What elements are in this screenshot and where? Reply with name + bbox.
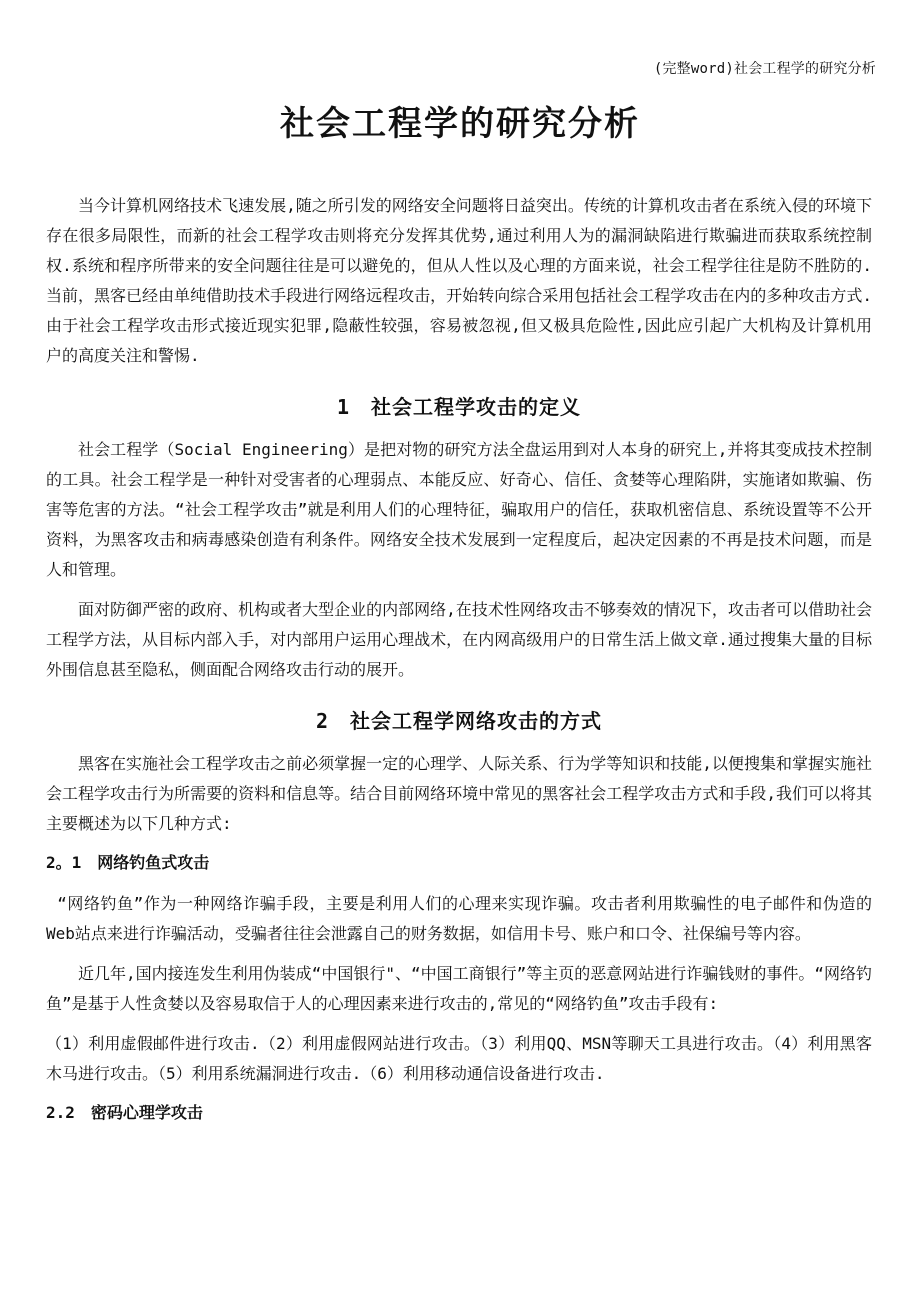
section-2-paragraph-1: 黑客在实施社会工程学攻击之前必须掌握一定的心理学、人际关系、行为学等知识和技能,以便搜集和掌握实施社会工程学攻击行为所需要的资料和信息等。结合目前网络环境中常见的黑客社会工程学攻击方式和手段,我们可以将其主要概述为以下几种方式: [46,754,872,833]
subsection-2-1-paragraph-2: 近几年,国内接连发生利用伪装成“中国银行"、“中国工商银行”等主页的恶意网站进行诈骗钱财的事件。“网络钓鱼”是基于人性贪婪以及容易取信于人的心理因素来进行攻击的,常见的“网络钓鱼”攻击手段有: [46,964,872,1013]
page-title: 社会工程学的研究分析 [280,104,640,144]
subsection-2-1-paragraph-1: “网络钓鱼”作为一种网络诈骗手段，主要是利用人们的心理来实现诈骗。攻击者利用欺骗性的电子邮件和伪造的Web站点来进行诈骗活动，受骗者往往会泄露自己的财务数据，如信用卡号、账户和口令、社保编号等内容。 [46,894,872,943]
section-1-paragraph-1: 社会工程学（Social Engineering）是把对物的研究方法全盘运用到对人本身的研究上,并将其变成技术控制的工具。社会工程学是一种针对受害者的心理弱点、本能反应、好奇心、信任、贪婪等心理陷阱，实施诸如欺骗、伤害等危害的方法。“社会工程学攻击”就是利用人们的心理特征，骗取用户的信任，获取机密信息、系统设置等不公开资料，为黑客攻击和病毒感染创造有利条件。网络安全技术发展到一定程度后，起决定因素的不再是技术问题，而是人和管理。 [46,440,872,579]
document-body [46,191,872,1139]
header-note: (完整word)社会工程学的研究分析 [653,61,876,77]
intro-paragraph: 当今计算机网络技术飞速发展,随之所引发的网络安全问题将日益突出。传统的计算机攻击者在系统入侵的环境下存在很多局限性，而新的社会工程学攻击则将充分发挥其优势,通过利用人为的漏洞缺陷进行欺骗进而获取系统控制权.系统和程序所带来的安全问题往往是可以避免的，但从人性以及心理的方面来说，社会工程学往往是防不胜防的.当前，黑客已经由单纯借助技术手段进行网络远程攻击，开始转向综合采用包括社会工程学攻击在内的多种攻击方式.由于社会工程学攻击形式接近现实犯罪,隐蔽性较强，容易被忽视,但又极具危险性,因此应引起广大机构及计算机用户的高度关注和警惕. [46,196,872,365]
section-2-heading: 2 社会工程学网络攻击的方式 [315,709,603,733]
subsection-2-2-heading: 2.2 密码心理学攻击 [46,1103,203,1122]
subsection-2-1-heading: 2。1 网络钓鱼式攻击 [46,853,210,872]
section-1-paragraph-2: 面对防御严密的政府、机构或者大型企业的内部网络,在技术性网络攻击不够奏效的情况下，攻击者可以借助社会工程学方法，从目标内部入手，对内部用户运用心理战术，在内网高级用户的日常生活上做文章.通过搜集大量的目标外围信息甚至隐私，侧面配合网络攻击行动的展开。 [46,600,872,679]
section-1-heading: 1 社会工程学攻击的定义 [336,395,582,419]
subsection-2-1-paragraph-3: （1）利用虚假邮件进行攻击.（2）利用虚假网站进行攻击。（3）利用QQ、MSN等聊天工具进行攻击。（4）利用黑客木马进行攻击。（5）利用系统漏洞进行攻击.（6）利用移动通信设备进行攻击. [46,1034,872,1083]
